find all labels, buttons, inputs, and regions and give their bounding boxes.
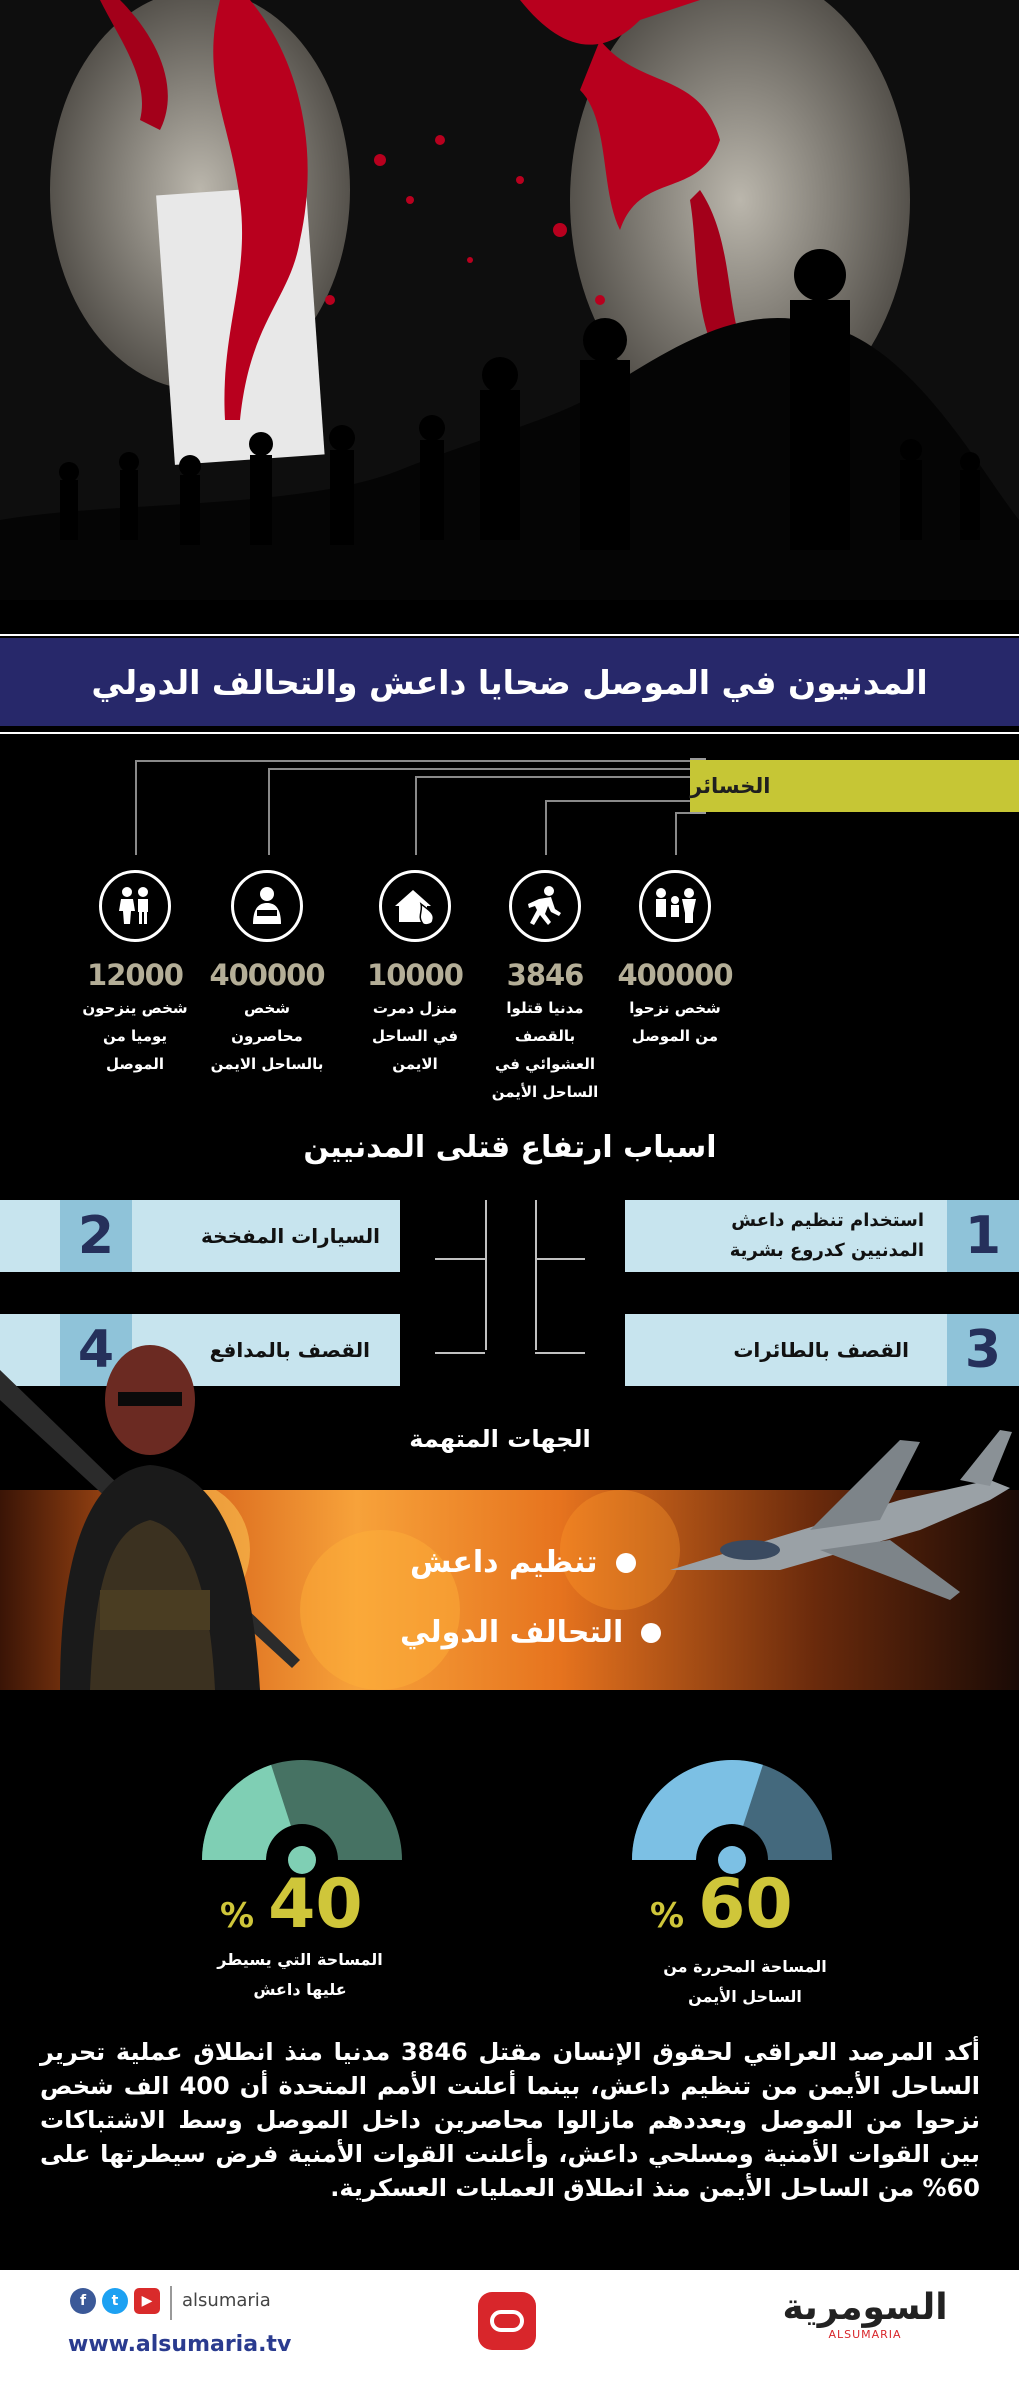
house-fire-icon — [379, 870, 451, 942]
title-bottom-rule — [0, 732, 1019, 734]
cause-text-line: القصف بالطائرات — [733, 1338, 909, 1362]
stat-line: شخص — [243, 999, 291, 1017]
running-person-icon — [509, 870, 581, 942]
connector — [675, 812, 690, 814]
connector — [135, 760, 690, 762]
stat-line: شخص ينزحون — [82, 999, 188, 1017]
losses-label-text: الخسائر — [690, 774, 771, 798]
website-link[interactable]: www.alsumaria.tv — [68, 2332, 292, 2357]
party-name: التحالف الدولي — [400, 1615, 624, 1650]
gauge-label-line: الساحل الأيمن — [688, 1987, 802, 2006]
accused-party-isis — [410, 1545, 636, 1580]
stat-line: الساحل الأيمن — [491, 1083, 599, 1101]
stat-line: منزل دمرت — [372, 999, 458, 1017]
bullet-icon — [616, 1553, 636, 1573]
cause-number: 1 — [947, 1200, 1019, 1272]
gauge-isis-label — [195, 1945, 405, 2005]
percent-value: 40 — [268, 1865, 363, 1944]
stat-number: 3846 — [506, 958, 584, 992]
besieged-person-icon — [231, 870, 303, 942]
stat-line: الايمن — [392, 1055, 438, 1073]
stat-number: 12000 — [87, 958, 183, 992]
gauge-liberated-value — [650, 1865, 793, 1944]
bullet-icon — [641, 1623, 661, 1643]
stat-line: الموصل — [105, 1055, 165, 1073]
social-handle[interactable]: alsumaria — [182, 2290, 271, 2311]
twitter-icon[interactable]: t — [102, 2288, 128, 2314]
stat-killed — [480, 870, 610, 1106]
stat-number: 400000 — [617, 958, 733, 992]
bracket-line — [485, 1200, 487, 1350]
connector — [415, 776, 417, 855]
bracket-line — [435, 1352, 485, 1354]
militant-image — [0, 1330, 330, 1690]
bracket-line — [535, 1200, 537, 1350]
brand-arabic: السومرية — [782, 2287, 948, 2328]
cause-text-line: القصف بالمدافع — [209, 1338, 370, 1362]
stat-number: 400000 — [209, 958, 325, 992]
cause-text-line: السيارات المفخخة — [201, 1224, 380, 1248]
connector — [268, 768, 270, 855]
cause-number: 4 — [60, 1314, 132, 1386]
percent-symbol: % — [220, 1896, 255, 1936]
gauge-label-line: المساحة التي يسيطر — [217, 1950, 383, 1969]
losses-label — [690, 760, 1019, 812]
gauge-fill — [632, 1760, 763, 1860]
cause-text-line: استخدام تنظيم داعش — [731, 1210, 924, 1231]
stat-line: شخص نزحوا — [629, 999, 721, 1017]
stat-line: مدنيا قتلوا — [506, 999, 584, 1017]
cause-text-line: المدنيين كدروع بشرية — [729, 1240, 924, 1261]
gauge-liberated-label — [640, 1952, 850, 2012]
connector — [268, 768, 690, 770]
stat-line: بالساحل الايمن — [210, 1055, 324, 1073]
gauge-label-line: عليها داعش — [253, 1980, 347, 1999]
fighter-jet-image — [660, 1420, 1019, 1620]
gauge-isis-value — [220, 1865, 363, 1944]
cause-number: 2 — [60, 1200, 132, 1272]
stat-displaced — [610, 870, 740, 1050]
title-band — [0, 638, 1019, 726]
stat-line: بالقصف — [514, 1027, 576, 1045]
youtube-icon[interactable]: ▶ — [134, 2288, 160, 2314]
bracket-line — [435, 1258, 485, 1260]
stat-line: من الموصل — [631, 1027, 719, 1045]
facebook-icon[interactable]: f — [70, 2288, 96, 2314]
tv-logo-icon — [478, 2292, 536, 2350]
summary-paragraph: أكد المرصد العراقي لحقوق الإنسان مقتل 3846 مدنيا منذ انطلاق عملية تحرير الساحل الأيمن من تنظيم داعش، بينما أعلنت الأمم المتحدة أن 400 الف شخص نزحوا من الموصل وبعددهم مازالوا محاصرين داخل الموصل وسط الاشتباكات بين القوات الأمنية ومسلحي داعش، وأعلنت القوات الأمنية فرض سيطرتها على 60% من الساحل الأيمن منذ انطلاق العمليات العسكرية. — [40, 2038, 981, 2202]
brand-logo — [775, 2288, 955, 2341]
connector — [545, 800, 547, 855]
stat-houses — [350, 870, 480, 1078]
connector — [415, 776, 690, 778]
brand-latin: ALSUMARIA — [828, 2328, 902, 2341]
couple-icon — [99, 870, 171, 942]
cause-1 — [625, 1200, 1019, 1272]
accused-party-coalition — [400, 1615, 661, 1650]
stat-number: 10000 — [367, 958, 463, 992]
percent-symbol: % — [650, 1896, 685, 1936]
stat-daily-displaced — [70, 870, 200, 1078]
bracket-line — [535, 1352, 585, 1354]
hero-image — [0, 0, 1019, 600]
gauge-label-line: المساحة المحررة من — [663, 1957, 827, 1976]
accused-heading: الجهات المتهمة — [409, 1425, 591, 1453]
footer-divider — [170, 2286, 172, 2320]
party-name: تنظيم داعش — [410, 1545, 598, 1580]
stat-besieged — [202, 870, 332, 1078]
page-title: المدنيون في الموصل ضحايا داعش والتحالف الدولي — [91, 662, 928, 702]
stat-line: في الساحل — [371, 1027, 459, 1045]
stat-line: محاصرون — [231, 1027, 303, 1045]
cause-2 — [0, 1200, 400, 1272]
cause-3 — [625, 1314, 1019, 1386]
title-top-rule — [0, 634, 1019, 636]
connector — [135, 760, 137, 855]
connector — [675, 812, 677, 855]
footer — [0, 2270, 1019, 2388]
stat-line: يوميا من — [102, 1027, 168, 1045]
family-icon — [639, 870, 711, 942]
causes-heading: اسباب ارتفاع قتلى المدنيين — [303, 1130, 717, 1165]
stat-line: العشوائي في — [494, 1055, 596, 1073]
connector — [545, 800, 690, 802]
percent-value: 60 — [698, 1865, 793, 1944]
gauges — [0, 1740, 1019, 1880]
cause-number: 3 — [947, 1314, 1019, 1386]
bracket-line — [535, 1258, 585, 1260]
